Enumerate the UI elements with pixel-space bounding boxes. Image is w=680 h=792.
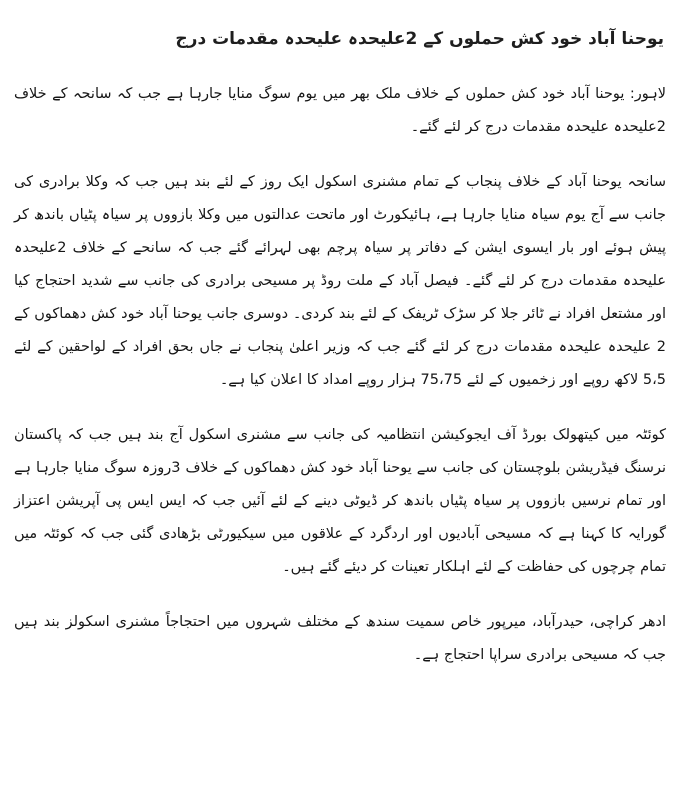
news-article [14,24,666,694]
article-paragraph-punjab: سانحہ یوحنا آباد کے خلاف پنجاب کے تمام مشنری اسکول ایک روز کے لئے بند ہیں جب کہ وکلا برادری کی جانب سے آج یوم سیاہ منایا جارہا ہے، ہائیکورٹ اور ماتحت عدالتوں میں وکلا بازووں پر سیاہ پٹیاں باندھ کر پیش ہوئے اور بار ایسوی ایشن کے دفاتر پر سیاہ پرچم بھی لہرائے گئے جب کہ سانحے کے خلاف 2علیحدہ علیحدہ مقدمات درج کر لئے گئے۔ فیصل آباد کے ملت روڈ پر مسیحی برادری کی جانب سے شدید احتجاج کیا اور مشتعل افراد نے ٹائر جلا کر سڑک ٹریفک کے لئے بند کردی۔ دوسری جانب یوحنا آباد خود کش دھماکوں کے 2 علیحدہ علیحدہ مقدمات درج کر لئے گئے جب کہ وزیر اعلیٰ پنجاب نے جاں بحق افراد کے لواحقین کے لئے 5،5 لاکھ روپے اور زخمیوں کے لئے 75،75 ہزار روپے امداد کا اعلان کیا ہے۔ [14,174,666,388]
article-paragraph-lahore: لاہور: یوحنا آباد خود کش حملوں کے خلاف ملک بھر میں یوم سوگ منایا جارہا ہے جب کہ سانحہ کے خلاف 2علیحدہ علیحدہ مقدمات درج کر لئے گئے۔ [14,86,666,135]
article-paragraph-sindh: ادھر کراچی، حیدرآباد، میرپور خاص سمیت سندھ کے مختلف شہروں میں احتجاجاً مشنری اسکولز بند ہیں جب کہ مسیحی برادری سراپا احتجاج ہے۔ [14,614,666,663]
article-headline: یوحنا آباد خود کش حملوں کے 2علیحدہ علیحدہ مقدمات درج [175,29,664,49]
article-paragraph-quetta: کوئٹہ میں کیتھولک بورڈ آف ایجوکیشن انتظامیہ کی جانب سے مشنری اسکول آج بند ہیں جب کہ پاکستان نرسنگ فیڈریشن بلوچستان کی جانب سے یوحنا آباد خود کش دھماکوں کے خلاف 3روزہ سوگ منایا جارہا ہے اور تمام نرسیں بازووں پر سیاہ پٹیاں باندھ کر ڈیوٹی دینے کے لئے آئیں جب کہ ایس ایس پی آپریشن اعتزاز گورایہ کا کہنا ہے کہ مسیحی آبادیوں اور اردگرد کے علاقوں میں سیکیورٹی بڑھادی گئی جب کہ کوئٹہ میں تمام چرچوں کی حفاظت کے لئے اہلکار تعینات کر دیئے گئے ہیں۔ [14,427,666,575]
